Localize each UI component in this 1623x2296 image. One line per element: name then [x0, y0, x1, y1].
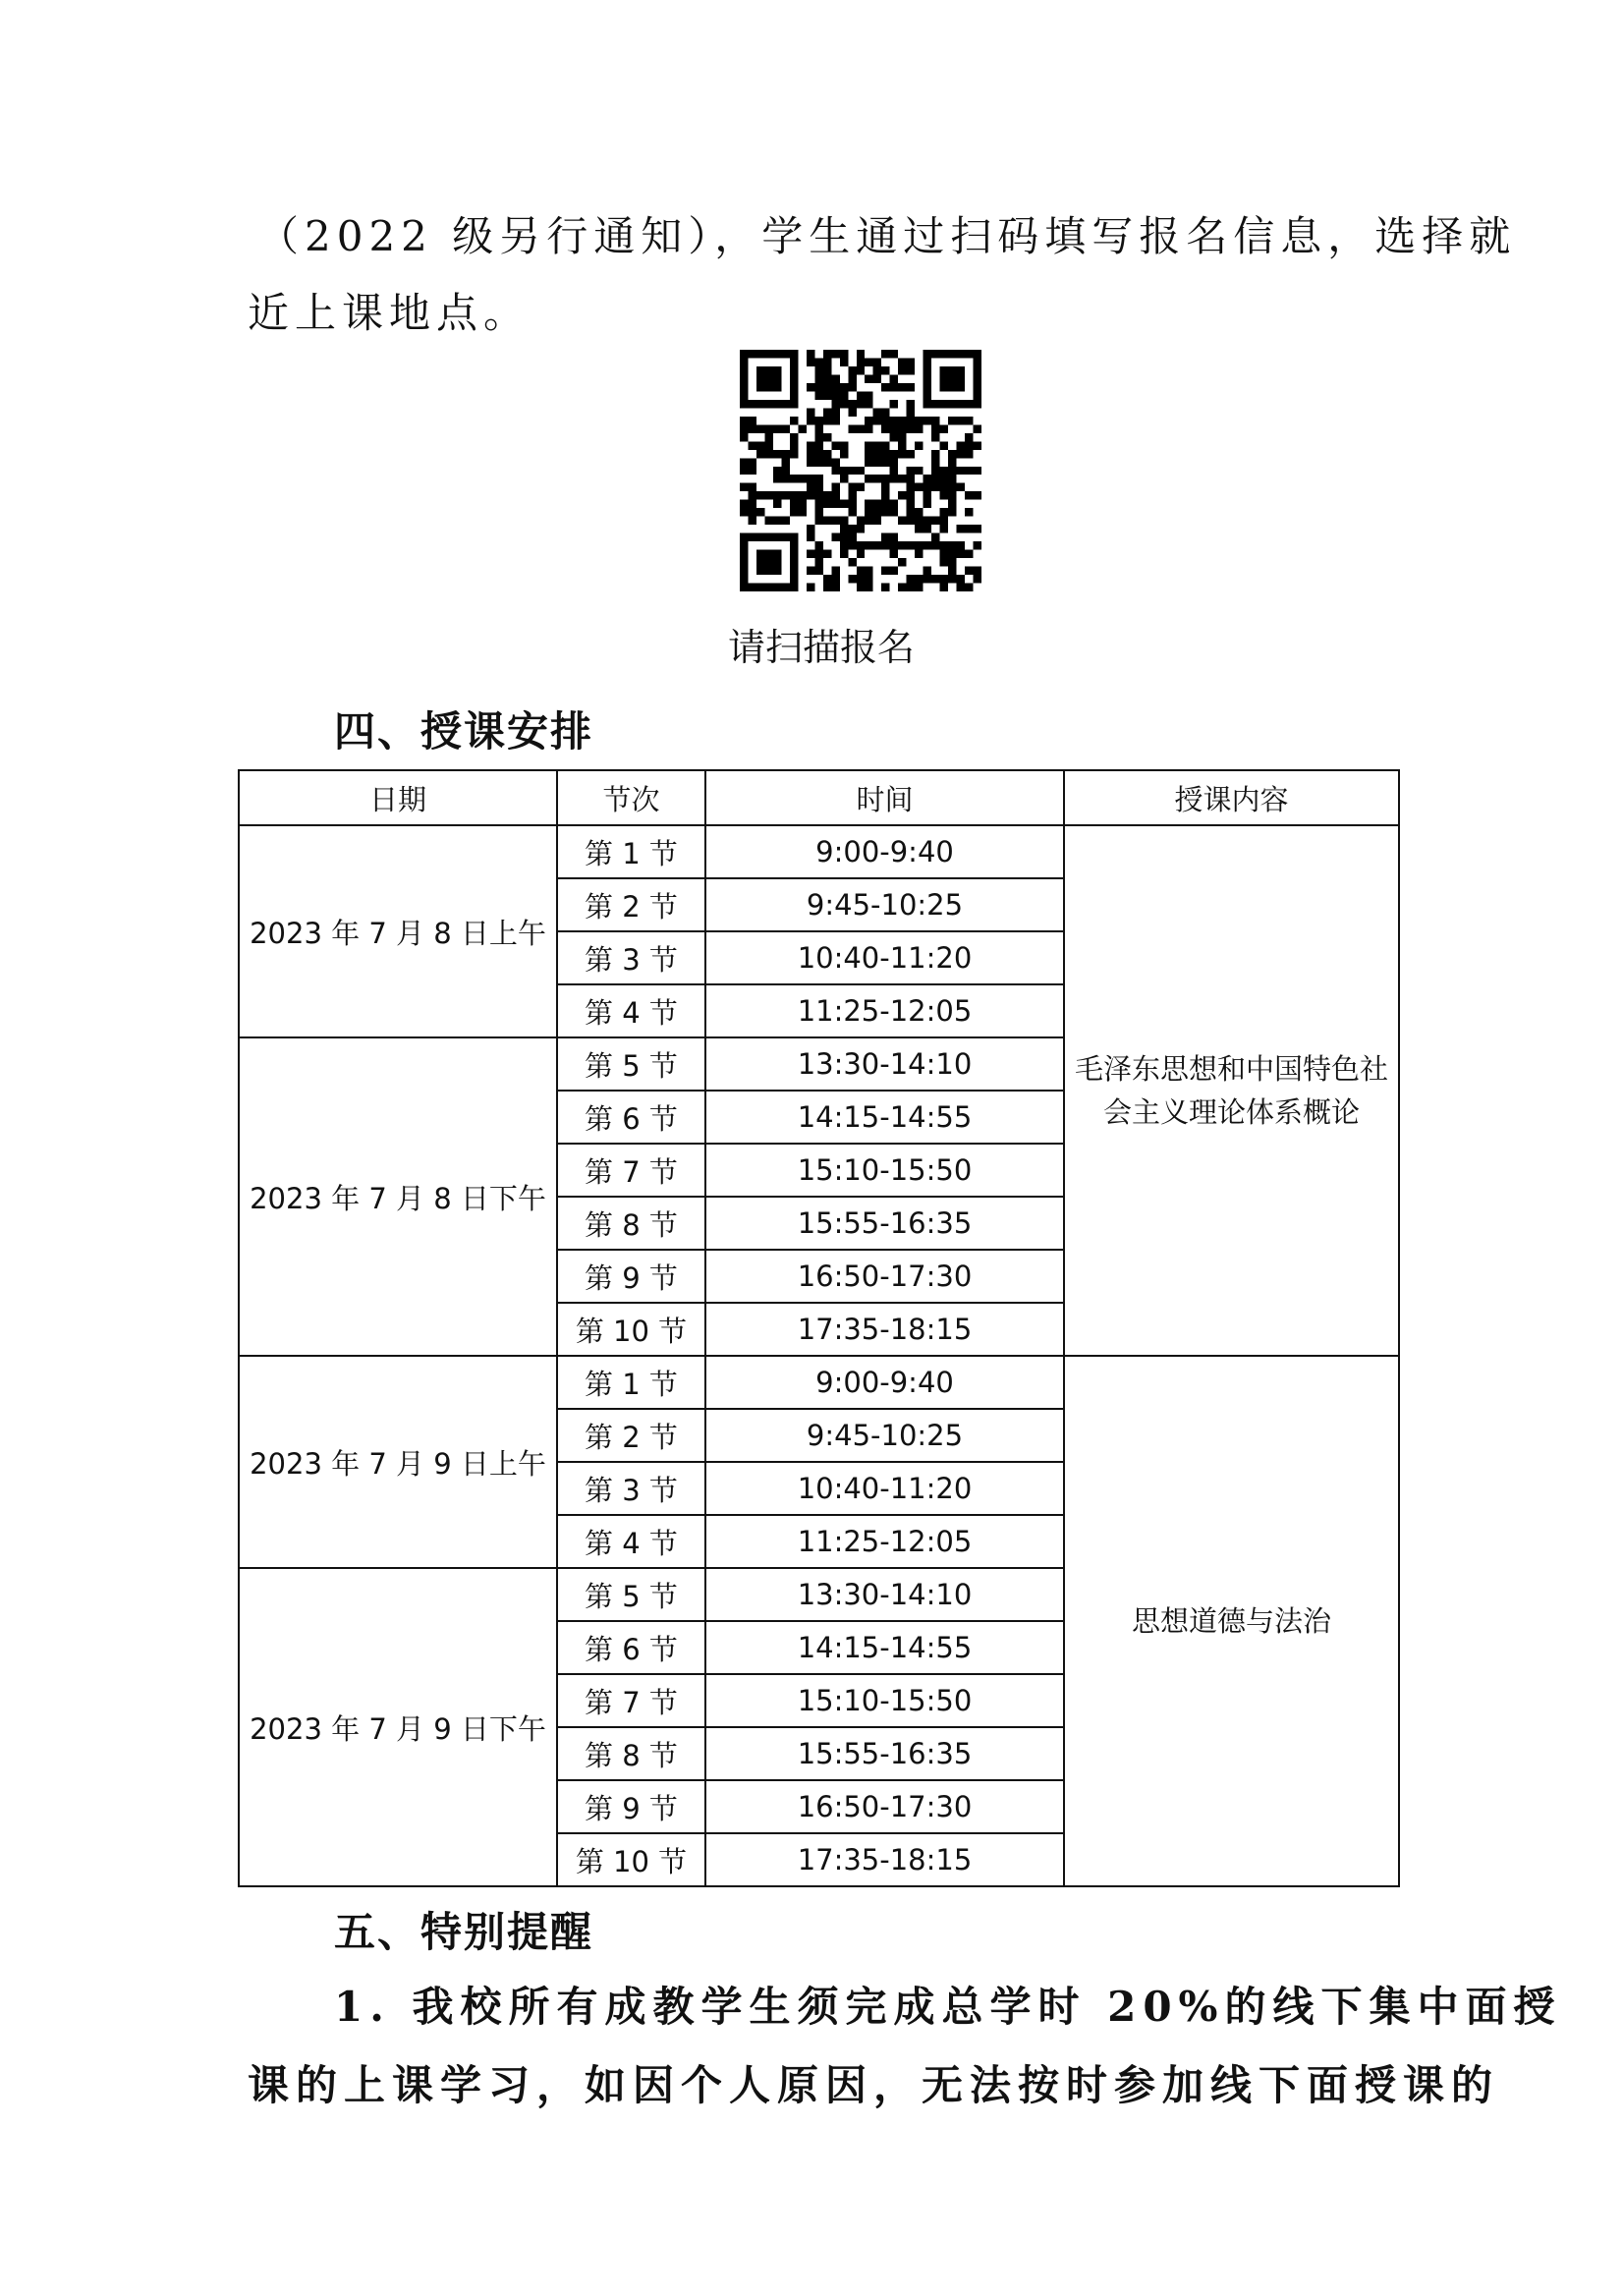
date-cell: 2023 年 7 月 8 日上午 [239, 825, 557, 1037]
session-cell: 第 3 节 [557, 931, 705, 984]
session-cell: 第 6 节 [557, 1621, 705, 1674]
session-cell: 第 4 节 [557, 1515, 705, 1568]
intro-line-1: （2022 级另行通知），学生通过扫码填写报名信息，选择就 [257, 212, 1517, 260]
session-cell: 第 2 节 [557, 878, 705, 931]
session-cell: 第 10 节 [557, 1303, 705, 1356]
time-cell: 9:45-10:25 [705, 878, 1064, 931]
time-cell: 14:15-14:55 [705, 1091, 1064, 1144]
qr-caption: 请扫描报名 [727, 626, 915, 669]
column-header: 日期 [239, 770, 557, 825]
table-row [239, 1356, 1399, 1409]
time-cell: 9:00-9:40 [705, 825, 1064, 878]
time-cell: 10:40-11:20 [705, 931, 1064, 984]
time-cell: 17:35-18:15 [705, 1303, 1064, 1356]
reminder-line-2: 课的上课学习，如因个人原因，无法按时参加线下面授课的 [248, 2061, 1500, 2109]
time-cell: 11:25-12:05 [705, 1515, 1064, 1568]
session-cell: 第 9 节 [557, 1250, 705, 1303]
time-cell: 9:00-9:40 [705, 1356, 1064, 1409]
time-cell: 15:10-15:50 [705, 1674, 1064, 1727]
session-cell: 第 4 节 [557, 984, 705, 1037]
time-cell: 15:55-16:35 [705, 1727, 1064, 1780]
column-header: 授课内容 [1064, 770, 1399, 825]
session-cell: 第 9 节 [557, 1780, 705, 1833]
session-cell: 第 2 节 [557, 1409, 705, 1462]
schedule-table [238, 769, 1400, 1887]
session-cell: 第 7 节 [557, 1144, 705, 1197]
time-cell: 14:15-14:55 [705, 1621, 1064, 1674]
date-cell: 2023 年 7 月 9 日下午 [239, 1568, 557, 1886]
session-cell: 第 5 节 [557, 1037, 705, 1091]
session-cell: 第 7 节 [557, 1674, 705, 1727]
time-cell: 17:35-18:15 [705, 1833, 1064, 1886]
section-4-title: 四、授课安排 [334, 707, 594, 756]
session-cell: 第 5 节 [557, 1568, 705, 1621]
time-cell: 16:50-17:30 [705, 1250, 1064, 1303]
column-header: 时间 [705, 770, 1064, 825]
reminder-line-1: 1. 我校所有成教学生须完成总学时 20%的线下集中面授 [334, 1983, 1562, 2031]
time-cell: 11:25-12:05 [705, 984, 1064, 1037]
column-header: 节次 [557, 770, 705, 825]
session-cell: 第 8 节 [557, 1197, 705, 1250]
time-cell: 13:30-14:10 [705, 1037, 1064, 1091]
qr-code-icon [740, 350, 981, 591]
session-cell: 第 6 节 [557, 1091, 705, 1144]
time-cell: 9:45-10:25 [705, 1409, 1064, 1462]
date-cell: 2023 年 7 月 9 日上午 [239, 1356, 557, 1568]
course-content-cell: 思想道德与法治 [1064, 1356, 1399, 1886]
time-cell: 10:40-11:20 [705, 1462, 1064, 1515]
date-cell: 2023 年 7 月 8 日下午 [239, 1037, 557, 1356]
time-cell: 15:10-15:50 [705, 1144, 1064, 1197]
table-row [239, 825, 1399, 878]
time-cell: 16:50-17:30 [705, 1780, 1064, 1833]
session-cell: 第 1 节 [557, 1356, 705, 1409]
course-content-cell: 毛泽东思想和中国特色社会主义理论体系概论 [1064, 825, 1399, 1356]
session-cell: 第 10 节 [557, 1833, 705, 1886]
section-5-title: 五、特别提醒 [334, 1908, 594, 1956]
session-cell: 第 3 节 [557, 1462, 705, 1515]
time-cell: 15:55-16:35 [705, 1197, 1064, 1250]
session-cell: 第 8 节 [557, 1727, 705, 1780]
intro-line-2: 近上课地点。 [248, 289, 532, 337]
session-cell: 第 1 节 [557, 825, 705, 878]
time-cell: 13:30-14:10 [705, 1568, 1064, 1621]
